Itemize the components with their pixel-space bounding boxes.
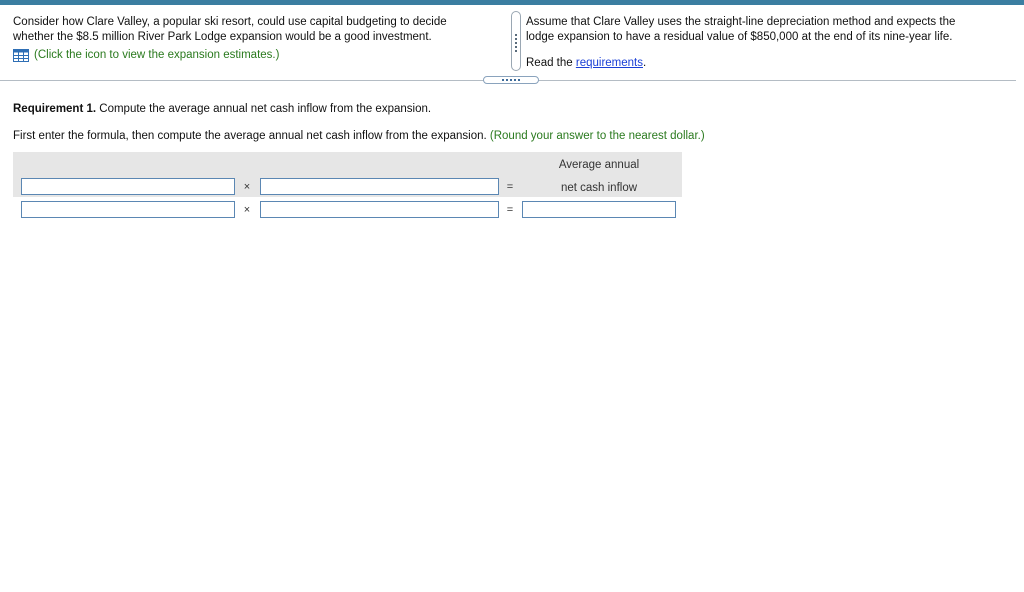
top-accent-bar — [0, 0, 1024, 5]
table-icon[interactable] — [13, 49, 29, 62]
right-pane — [526, 15, 1006, 71]
left-pane — [13, 15, 493, 63]
vertical-splitter-handle[interactable] — [511, 11, 521, 71]
read-requirements-line: Read the requirements. — [526, 57, 647, 69]
rounding-hint: (Round your answer to the nearest dollar.) — [489, 130, 705, 142]
equals-operator: = — [506, 181, 514, 193]
formula-input-1a[interactable] — [21, 178, 235, 195]
grip-dots-icon — [515, 34, 517, 52]
expansion-estimates-hint[interactable] — [13, 48, 493, 63]
formula-input-1b[interactable] — [260, 178, 499, 195]
equals-operator: = — [506, 204, 514, 216]
hint-text[interactable]: (Click the icon to view the expansion estimates.) — [34, 49, 280, 61]
requirement-heading: Requirement 1. Compute the average annual net cash inflow from the expansion. — [13, 103, 432, 115]
requirements-link[interactable]: requirements — [575, 57, 643, 69]
left-text-line-2: whether the $8.5 million River Park Lodge expansion would be a good investment. — [13, 31, 432, 43]
right-text-line-2: lodge expansion to have a residual value of $850,000 at the end of its nine-year life. — [526, 31, 953, 43]
column-header-line-2: net cash inflow — [560, 182, 638, 194]
column-header-line-1: Average annual — [558, 159, 640, 171]
horizontal-splitter-handle[interactable] — [483, 76, 539, 84]
average-annual-net-cash-inflow-input[interactable] — [522, 201, 676, 218]
multiply-operator: × — [243, 204, 251, 216]
left-text-line-1: Consider how Clare Valley, a popular ski resort, could use capital budgeting to decide — [13, 16, 447, 28]
formula-input-2b[interactable] — [260, 201, 499, 218]
instructions: First enter the formula, then compute the average annual net cash inflow from the expansion. (Round your answer to the nearest dollar.) — [13, 130, 705, 142]
formula-input-2a[interactable] — [21, 201, 235, 218]
multiply-operator: × — [243, 181, 251, 193]
grip-dots-icon — [502, 79, 520, 81]
right-text-line-1: Assume that Clare Valley uses the straight-line depreciation method and expects the — [526, 16, 956, 28]
